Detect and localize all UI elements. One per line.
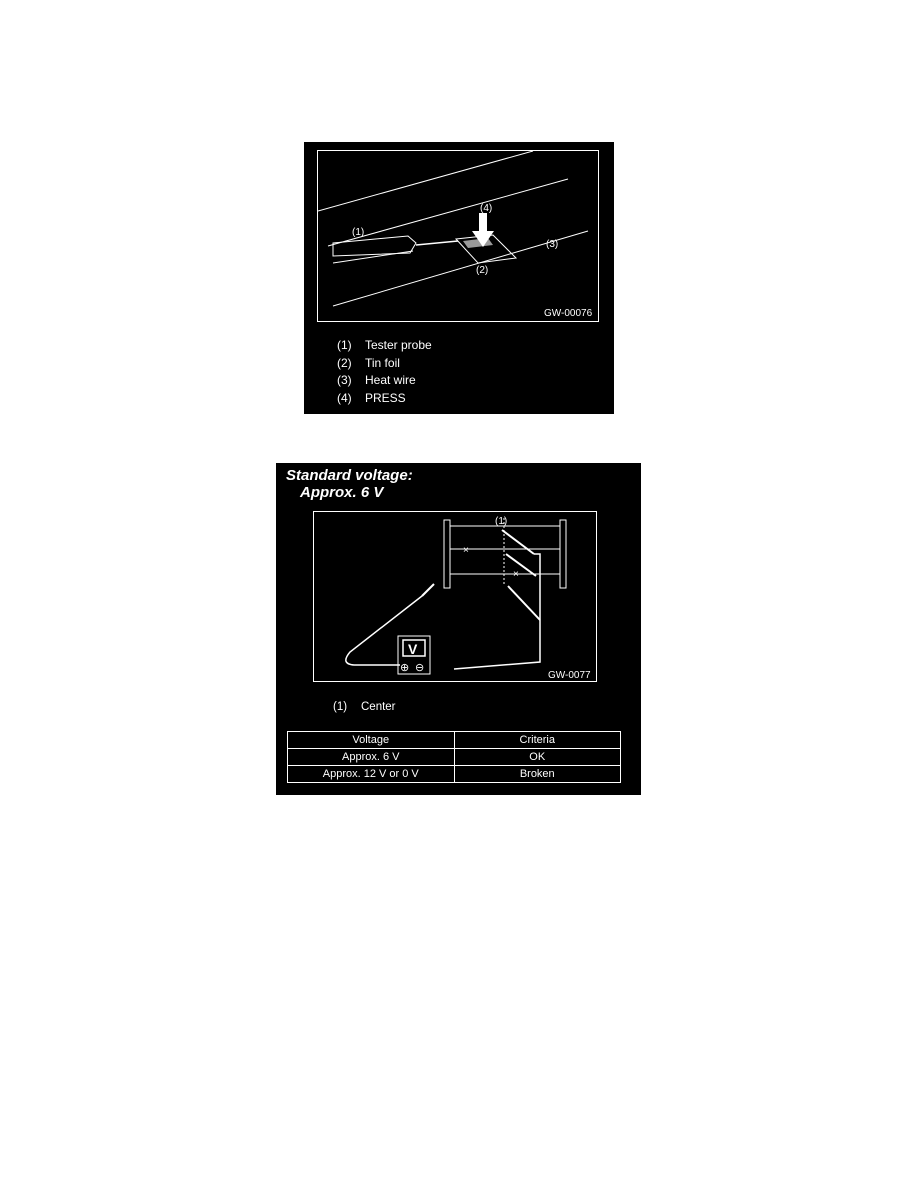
break-mark: × [513,569,519,580]
legend-number: (1) [337,338,352,352]
legend-label: Center [361,701,396,713]
legend-number: (4) [337,390,352,405]
table-cell: Approx. 12 V or 0 V [288,766,455,783]
table-cell: Broken [454,766,621,783]
legend-number: (3) [337,373,352,387]
legend-number: (2) [337,355,352,370]
probe-cable [333,251,413,263]
left-bus-bar [444,520,450,588]
right-bus-bar [560,520,566,588]
heat-wire-line [318,151,533,211]
probe-diagonal [508,586,540,620]
plus-terminal-icon: ⊕ [400,662,410,674]
heat-wire-illustration [318,151,598,321]
tester-probe-left [422,584,434,596]
table-row [288,749,621,766]
standard-voltage-heading [286,467,413,501]
callout-4: (4) [480,203,493,214]
legend-item [333,699,396,717]
voltmeter-label: V [408,641,418,657]
table-header-row [288,732,621,749]
criteria-table [287,731,621,783]
legend-label: Tester probe [365,338,432,352]
tester-probe-figure [304,142,614,414]
legend-number: (1) [333,701,348,713]
callout-3: (3) [546,239,559,250]
callout-1: (1) [495,516,508,527]
probe-diagonal [506,554,536,576]
break-mark: × [463,545,469,556]
probe-tip [416,241,458,245]
figure-code: GW-0077 [548,670,591,681]
column-header: Criteria [454,732,621,749]
probe-diagonal [502,530,534,554]
table-cell: Approx. 6 V [288,749,455,766]
figure-code: GW-00076 [544,308,593,319]
voltage-check-figure [276,463,641,795]
legend-item [337,355,432,373]
legend-label: Heat wire [365,373,416,387]
legend-label: Tin foil [365,355,400,370]
voltmeter-illustration [314,512,596,681]
minus-terminal-icon: ⊖ [415,662,425,674]
table-row [288,766,621,783]
column-header: Voltage [288,732,455,749]
legend-item [337,372,432,390]
legend-label: PRESS [365,390,406,405]
legend-item [337,390,432,408]
illustration-frame [313,511,597,682]
legend [337,337,432,407]
callout-2: (2) [476,265,489,276]
callout-1: (1) [352,227,365,238]
heading-label: Standard voltage: [286,467,413,484]
legend [333,699,396,717]
legend-item [337,337,432,355]
illustration-frame [317,150,599,322]
heading-value: Approx. 6 V [300,484,384,501]
tester-probe-shape [333,236,416,256]
probe-cable [454,554,540,669]
table-cell: OK [454,749,621,766]
